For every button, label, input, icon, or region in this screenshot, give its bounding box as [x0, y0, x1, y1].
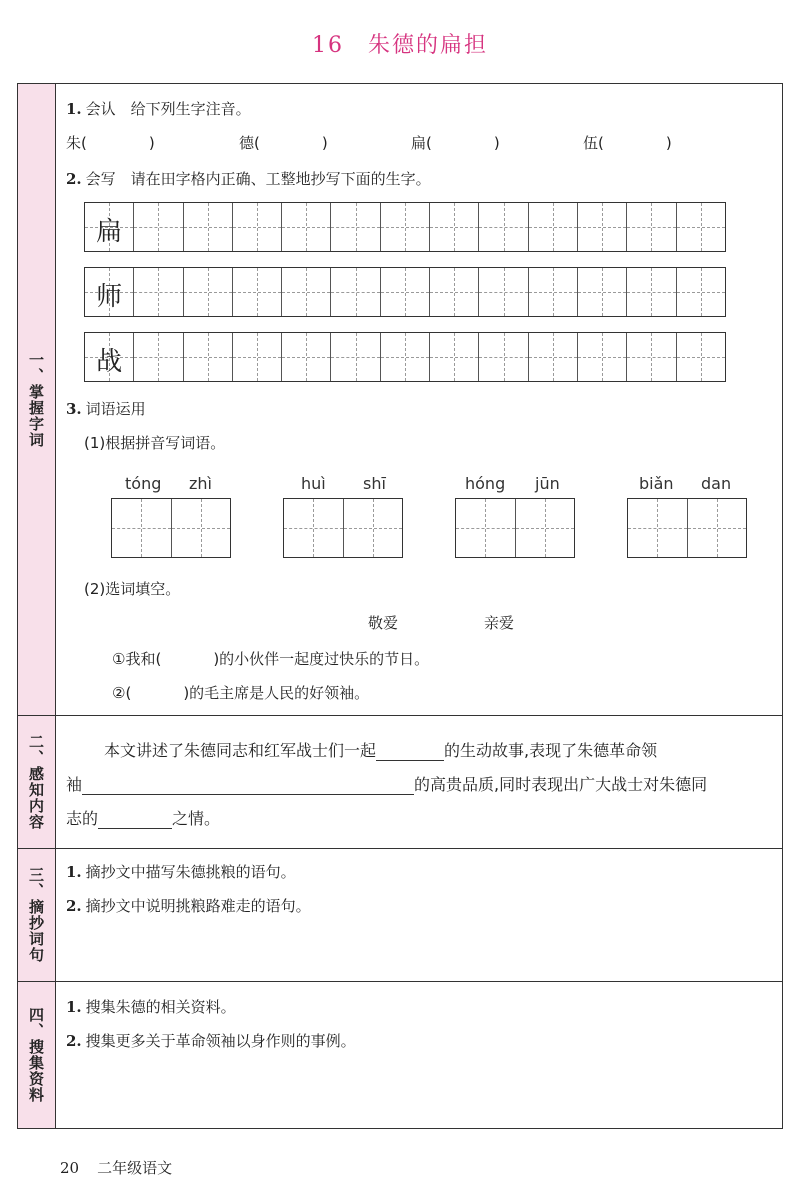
section-label: 四、搜集资料 [18, 982, 56, 1128]
word-choice-1: 敬爱 [368, 614, 399, 632]
phonetic-blank-1[interactable]: 朱( ) [66, 134, 155, 152]
word-choice-2: 亲爱 [484, 614, 515, 632]
writing-row-2[interactable] [84, 267, 726, 317]
subquestion-1: (1)根据拼音写词语。 [84, 434, 226, 452]
writing-row-1[interactable] [84, 202, 726, 252]
writing-row-3[interactable] [84, 332, 726, 382]
research-question-2: 2. 搜集更多关于革命领袖以身作则的事例。 [66, 1032, 356, 1050]
fill-sentence-1[interactable]: ①我和( )的小伙伴一起度过快乐的节日。 [112, 650, 430, 668]
blank-3[interactable] [98, 812, 172, 829]
fill-sentence-2[interactable]: ②( )的毛主席是人民的好领袖。 [112, 684, 370, 702]
section-label: 二、感知内容 [18, 716, 56, 848]
phonetic-blank-4[interactable]: 伍( ) [583, 134, 672, 152]
blank-2[interactable] [82, 778, 414, 795]
subquestion-2: (2)选词填空。 [84, 580, 181, 598]
question-2: 2. 会写 请在田字格内正确、工整地抄写下面的生字。 [66, 170, 431, 188]
summary-line-1: 本文讲述了朱德同志和红军战士们一起 的生动故事,表现了朱德革命领 [104, 741, 658, 760]
section-excerpts [18, 849, 782, 982]
question-1: 1. 会认 给下列生字注音。 [66, 100, 251, 118]
section-label: 三、摘抄词句 [18, 849, 56, 981]
lesson-number: 16 [311, 33, 344, 58]
section-research [18, 982, 782, 1128]
worksheet-frame [17, 83, 783, 1129]
section-vocabulary: 一、掌握字词 1. 会认 给下列生字注音。 朱( ) 德( ) 扁( ) 伍( ) 2. 会写 请在田字格内正确、工整地抄写下面的生字。 扁 师 战 3. 词语运用 (1)根据拼音写词语。 tóng zhì huì shī hóng jūn biǎn dan (2)选词填空。 敬爱 亲爱 ①我和( )的小伙伴一起度过快乐的节日。 ②( )的毛主席是人民的好领袖。 [18, 84, 782, 716]
answer-box[interactable] [627, 498, 747, 558]
section-comprehension [18, 716, 782, 849]
summary-line-3: 志的 之情。 [66, 809, 221, 828]
answer-box[interactable] [111, 498, 231, 558]
section-label: 一、掌握字词 [18, 84, 56, 715]
phonetic-blank-3[interactable]: 扁( ) [411, 134, 500, 152]
page-footer [60, 1157, 172, 1178]
model-character: 战 [96, 347, 123, 377]
question-3: 3. 词语运用 [66, 400, 146, 418]
model-character: 扁 [96, 217, 123, 247]
model-character: 师 [96, 282, 123, 312]
page-title [0, 28, 800, 59]
page-number: 20 [60, 1159, 80, 1177]
blank-1[interactable] [376, 744, 444, 761]
answer-box[interactable] [455, 498, 575, 558]
excerpt-question-2: 2. 摘抄文中说明挑粮路难走的语句。 [66, 897, 311, 915]
excerpt-question-1: 1. 摘抄文中描写朱德挑粮的语句。 [66, 863, 296, 881]
research-question-1: 1. 搜集朱德的相关资料。 [66, 998, 236, 1016]
answer-box[interactable] [283, 498, 403, 558]
subject-label: 二年级语文 [97, 1159, 173, 1177]
lesson-title: 朱德的扁担 [367, 33, 488, 58]
phonetic-blank-2[interactable]: 德( ) [239, 134, 328, 152]
summary-line-2: 袖 的高贵品质,同时表现出广大战士对朱德同 [66, 775, 708, 794]
